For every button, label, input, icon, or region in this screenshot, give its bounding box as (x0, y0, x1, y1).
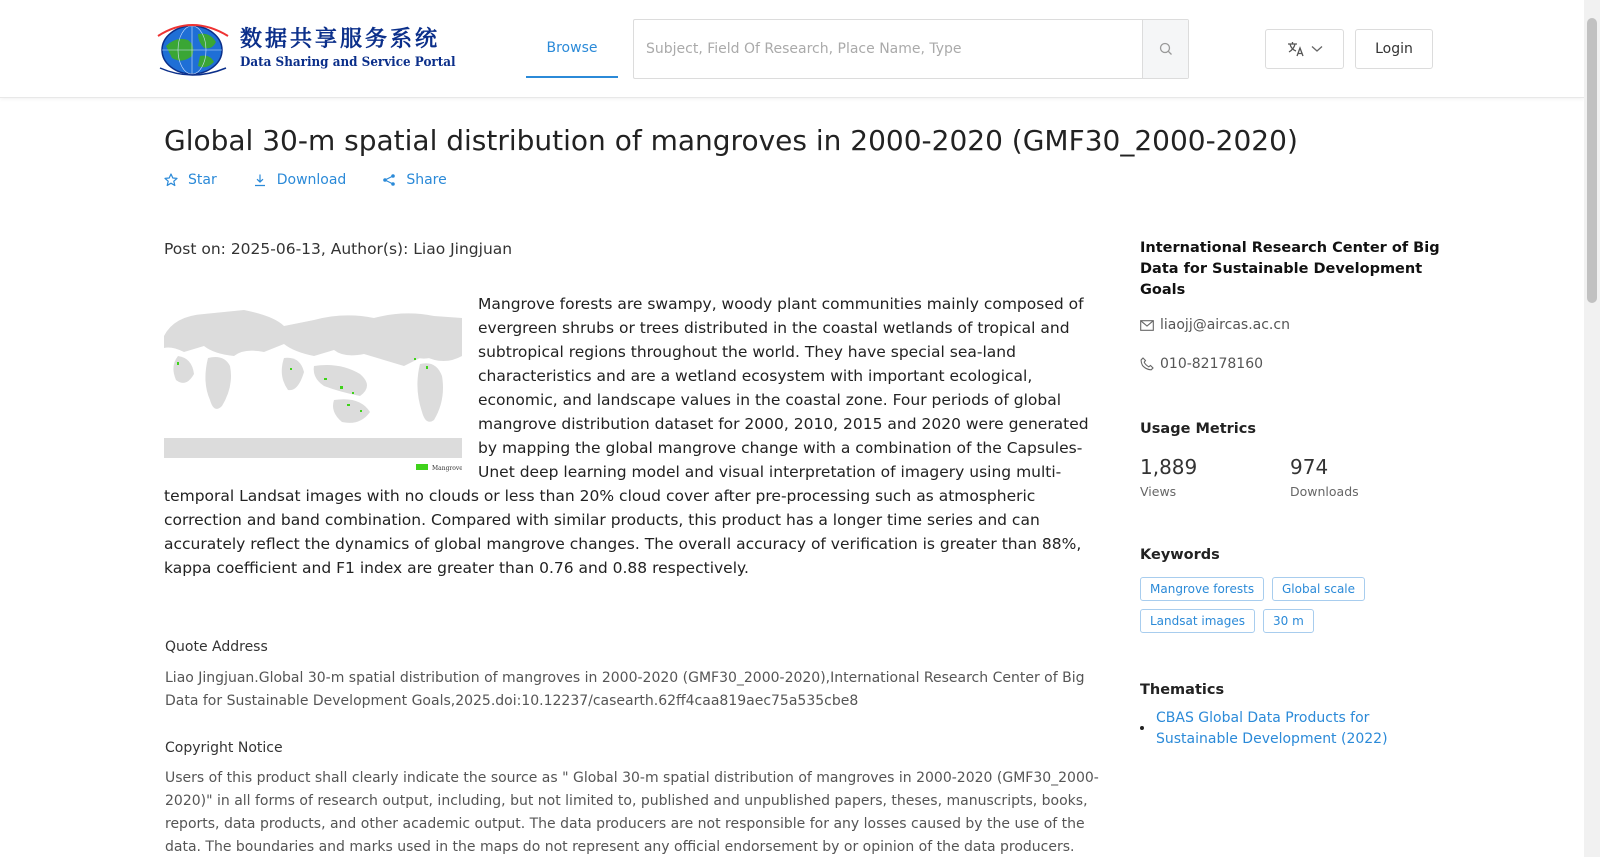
thematic-link[interactable]: CBAS Global Data Products for Sustainable Development (2022) (1156, 710, 1388, 747)
contact-phone[interactable] (1140, 356, 1263, 372)
thematic-list-item (1140, 708, 1440, 750)
dataset-actions (164, 172, 483, 188)
keyword-tag[interactable]: Landsat images (1140, 609, 1255, 633)
star-button[interactable] (164, 172, 217, 188)
quote-address-label: Quote Address (165, 639, 268, 655)
logo-chinese-text: 数据共享服务系统 (240, 26, 441, 52)
downloads-label: Downloads (1290, 484, 1359, 499)
map-legend-label: Mangrove (432, 465, 462, 472)
search-bar (633, 19, 1189, 79)
star-icon (164, 173, 178, 187)
login-button[interactable]: Login (1355, 29, 1433, 69)
star-label: Star (188, 172, 217, 188)
abstract-section (164, 292, 1096, 580)
phone-text: 010-82178160 (1160, 356, 1264, 372)
quote-address-text: Liao Jingjuan.Global 30-m spatial distribution of mangroves in 2000-2020 (GMF30_2000-2020),International Research Center of Big Data for Sustainable Development Goals,2025.doi:10.12237/casearth.62ff4caa819aec75a535cbe8 (165, 670, 1085, 709)
usage-metrics-heading: Usage Metrics (1140, 421, 1256, 437)
page-scrollbar[interactable] (1584, 0, 1600, 857)
thematics-heading: Thematics (1140, 682, 1225, 698)
chevron-down-icon (1311, 45, 1323, 53)
mail-icon (1140, 320, 1154, 331)
logo-english-text: Data Sharing and Service Portal (240, 55, 456, 70)
contact-email[interactable] (1140, 317, 1290, 333)
header (0, 0, 1584, 98)
nav-browse-tab[interactable]: Browse (526, 26, 618, 78)
abstract-text: Mangrove forests are swampy, woody plant communities mainly composed of evergreen shrubs or trees distributed in the coastal wetlands of tropical and subtropical regions throughout the world. They have special sea-land characteristics and are a wetland ecosystem with important ecological, economic, and landscape values in the coastal zone. Four periods of global mangrove distribution dataset for 2000, 2010, 2015 and 2020 were generated by mapping the global mangrove change with a combination of the Capsules-Unet deep learning model and visual interpretation of imagery using multi-temporal Landsat images with no clouds or less than 20% cloud cover after pre-processing such as atmospheric correction and band combination. Compared with similar products, this product has a longer time series and can accurately reflect the dynamics of global mangrove changes. The overall accuracy of verification is greater than 88%, kappa coefficient and F1 index are greater than 0.76 and 0.88 respectively. (164, 295, 1089, 577)
keyword-tag[interactable]: Mangrove forests (1140, 577, 1264, 601)
views-count: 1,889 (1140, 455, 1198, 479)
translate-icon (1287, 41, 1305, 57)
download-label: Download (276, 172, 347, 188)
share-icon (382, 173, 396, 187)
post-info: Post on: 2025-06-13, Author(s): Liao Jingjuan (164, 240, 513, 258)
organization-name: International Research Center of Big Data for Sustainable Development Goals (1140, 240, 1440, 298)
globe-logo-icon (152, 16, 234, 80)
download-button[interactable] (253, 172, 347, 188)
page-title: Global 30-m spatial distribution of mangroves in 2000-2020 (GMF30_2000-2020) (164, 124, 1298, 157)
search-input[interactable] (634, 20, 1142, 78)
scrollbar-thumb[interactable] (1587, 18, 1597, 303)
email-text: liaojj@aircas.ac.cn (1160, 317, 1290, 333)
mangrove-map-thumbnail[interactable] (164, 296, 462, 476)
copyright-notice-label: Copyright Notice (165, 740, 283, 756)
search-button[interactable] (1142, 20, 1188, 78)
downloads-count: 974 (1290, 455, 1329, 479)
keywords-heading: Keywords (1140, 547, 1220, 563)
download-icon (253, 173, 267, 187)
site-logo[interactable] (152, 16, 456, 80)
share-label: Share (406, 172, 447, 188)
search-icon (1159, 42, 1173, 56)
keyword-tag[interactable]: Global scale (1272, 577, 1365, 601)
views-label: Views (1140, 484, 1177, 499)
language-switcher[interactable] (1265, 29, 1344, 69)
bullet-icon (1140, 726, 1144, 730)
share-button[interactable] (382, 172, 446, 188)
keyword-tag[interactable]: 30 m (1263, 609, 1314, 633)
phone-icon (1140, 357, 1154, 371)
copyright-notice-text: Users of this product shall clearly indicate the source as " Global 30-m spatial distribution of mangroves in 2000-2020 (GMF30_2000-2020)" in all forms of research output, including, but not limited to, published and unpublished papers, theses, manuscripts, books, reports, data products, and other academic output. The data producers are not responsible for any losses caused by the use of the data. The boundaries and marks used in the maps do not represent any official endorsement by or opinion of the data producers. (165, 770, 1099, 855)
